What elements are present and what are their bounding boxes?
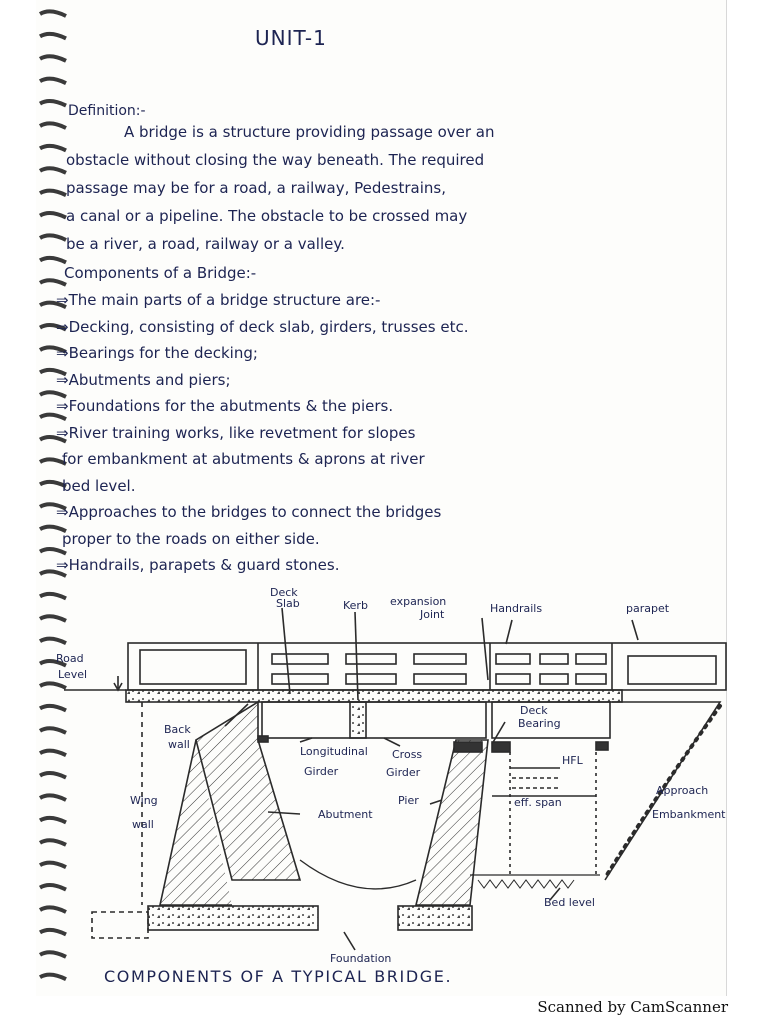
foundation-pier xyxy=(398,906,472,930)
spiral-ring xyxy=(40,146,66,151)
spiral-ring xyxy=(40,79,66,84)
label-deck-slab: Deck xyxy=(270,586,298,599)
list-item: proper to the roads on either side. xyxy=(62,529,320,548)
list-item: ⇒Bearings for the decking; xyxy=(56,344,258,362)
label-wing-wall: Wing xyxy=(130,794,158,807)
deck-slab xyxy=(126,690,622,702)
label-deck-bearing: Deck xyxy=(520,704,548,717)
definition-line: a canal or a pipeline. The obstacle to be crossed may xyxy=(66,207,468,225)
label-approach-embankment: Embankment xyxy=(652,808,726,821)
label-back-wall: Back xyxy=(164,723,191,736)
longitudinal-girder xyxy=(262,702,486,738)
spiral-ring xyxy=(40,258,66,263)
label-kerb: Kerb xyxy=(343,599,368,612)
list-item: bed level. xyxy=(62,476,136,495)
label-approach-embankment: Approach xyxy=(656,784,709,797)
label-bed-level: Bed level xyxy=(544,896,595,909)
label-abutment: Abutment xyxy=(318,808,373,821)
cross-girder xyxy=(350,702,366,738)
label-foundation: Foundation xyxy=(330,952,392,965)
bridge-diagram xyxy=(0,580,768,1000)
components-heading: Components of a Bridge:- xyxy=(64,264,257,282)
spiral-ring xyxy=(40,11,66,16)
definition-line: passage may be for a road, a railway, Pedestrains, xyxy=(66,179,446,197)
definition-line: obstacle without closing the way beneath. The required xyxy=(66,151,485,169)
definition-text xyxy=(66,118,726,258)
label-expansion-joint: Joint xyxy=(420,608,445,621)
label-cross-girder: Cross xyxy=(392,748,423,761)
label-deck-slab: Slab xyxy=(276,597,300,610)
page-title: UNIT-1 xyxy=(255,26,327,50)
spiral-ring xyxy=(40,101,66,106)
label-handrails: Handrails xyxy=(490,602,543,615)
list-item: for embankment at abutments & aprons at river xyxy=(62,450,425,468)
label-pier: Pier xyxy=(398,794,419,807)
spiral-ring xyxy=(40,191,66,196)
spiral-ring xyxy=(40,56,66,61)
label-expansion-joint: expansion xyxy=(390,595,447,608)
label-parapet: parapet xyxy=(626,602,670,615)
label-road-level: Road xyxy=(56,652,84,665)
label-road-level: Level xyxy=(58,668,88,681)
list-item: ⇒Abutments and piers; xyxy=(56,370,231,389)
diagram-caption: COMPONENTS OF A TYPICAL BRIDGE. xyxy=(104,967,453,986)
label-longitudinal-girder: Girder xyxy=(304,765,339,778)
spiral-ring xyxy=(40,213,66,218)
foundation-left xyxy=(148,906,318,930)
definition-line: A bridge is a structure providing passage over an xyxy=(124,123,495,141)
scanner-watermark: Scanned by CamScanner xyxy=(537,998,728,1016)
list-item: ⇒Approaches to the bridges to connect the bridges xyxy=(56,503,442,521)
list-item: ⇒Handrails, parapets & guard stones. xyxy=(56,556,340,574)
list-item: ⇒Foundations for the abutments & the piers. xyxy=(56,397,394,415)
components-list xyxy=(56,287,736,579)
definition-line: be a river, a road, railway or a valley. xyxy=(66,235,345,253)
list-item: ⇒Decking, consisting of deck slab, girders, trusses etc. xyxy=(56,317,469,336)
label-deck-bearing: Bearing xyxy=(518,717,561,730)
label-hfl: HFL xyxy=(562,754,583,767)
list-item: ⇒River training works, like revetment for slopes xyxy=(56,423,416,442)
spiral-ring xyxy=(40,235,66,240)
pier xyxy=(416,740,488,905)
spiral-ring xyxy=(40,123,66,128)
label-longitudinal-girder: Longitudinal xyxy=(300,745,368,758)
label-eff-span: eff. span xyxy=(514,796,562,809)
label-wing-wall: wall xyxy=(132,818,154,831)
handrail-panels xyxy=(272,654,606,684)
spiral-ring xyxy=(40,168,66,173)
label-back-wall: wall xyxy=(168,738,190,751)
list-item: ⇒The main parts of a bridge structure are:- xyxy=(56,291,381,309)
definition-label: Definition:- xyxy=(68,103,146,119)
spiral-ring xyxy=(40,34,66,39)
spiral-ring xyxy=(40,280,66,285)
label-cross-girder: Girder xyxy=(386,766,421,779)
